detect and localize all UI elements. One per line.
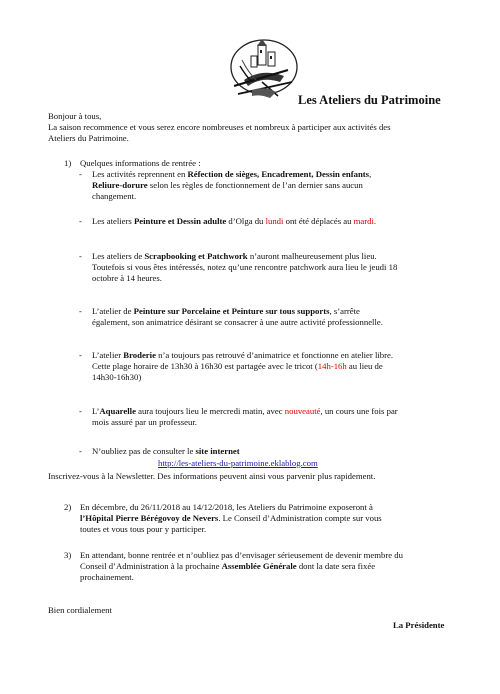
bullet-4-line-1: L’atelier de Peinture sur Porcelaine et Peinture sur tous supports, s’arrête — [92, 306, 360, 316]
newsletter-text: Inscrivez-vous à la Newsletter. Des informations peuvent ainsi vous parvenir plus rapidement. — [48, 471, 376, 481]
intro-line-2: Ateliers du Patrimoine. — [48, 133, 129, 143]
website-link[interactable]: http://les-ateliers-du-patrimoine.eklablog.com — [158, 458, 318, 468]
section-2-line-2: l’Hôpital Pierre Bérégovoy de Nevers. Le Conseil d’Administration compte sur vous — [80, 513, 382, 523]
bullet-5-line-1: L’atelier Broderie n’a toujours pas retrouvé d’animatrice et fonctionne en atelier libre. — [92, 350, 394, 360]
bullet-1-line-1: Les activités reprennent en Réfection de sièges, Encadrement, Dessin enfants, — [92, 169, 372, 179]
bullet-dash: - — [79, 169, 82, 179]
bullet-5-line-3: 14h30-16h30) — [92, 372, 142, 382]
logo-castle-quill-icon — [222, 36, 302, 104]
section-2-number: 2) — [64, 502, 72, 512]
section-3-line-2: Conseil d’Administration à la prochaine Assemblée Générale dont la date sera fixée — [80, 561, 376, 571]
bullet-dash: - — [79, 216, 82, 226]
section-2-line-1: En décembre, du 26/11/2018 au 14/12/2018, les Ateliers du Patrimoine exposeront à — [80, 502, 373, 512]
bullet-dash: - — [79, 306, 82, 316]
bullet-dash: - — [79, 406, 82, 416]
closing: Bien cordialement — [48, 605, 112, 615]
bullet-2-line-1: Les ateliers Peinture et Dessin adulte d’Olga du lundi ont été déplacés au mardi. — [92, 216, 377, 226]
intro-line-1: La saison recommence et vous serez encore nombreuses et nombreux à participer aux activités des — [48, 122, 391, 132]
bullet-dash: - — [79, 446, 82, 456]
section-1-title: Quelques informations de rentrée : — [80, 158, 201, 168]
brand-title: Les Ateliers du Patrimoine — [298, 93, 441, 107]
bullet-3-line-1: Les ateliers de Scrapbooking et Patchwork n’auront malheureusement plus lieu. — [92, 251, 377, 261]
bullet-6-line-2: mois assuré par un professeur. — [92, 417, 197, 427]
bullet-dash: - — [79, 251, 82, 261]
bullet-3-line-3: octobre à 14 heures. — [92, 273, 162, 283]
greeting: Bonjour à tous, — [48, 111, 102, 121]
bullet-dash: - — [79, 350, 82, 360]
bullet-1-line-2: Reliure-dorure selon les règles de fonctionnement de l’an dernier sans aucun — [92, 180, 363, 190]
section-1-number: 1) — [64, 158, 72, 168]
section-3-number: 3) — [64, 550, 72, 560]
section-3-line-3: prochainement. — [80, 572, 134, 582]
section-3-line-1: En attendant, bonne rentrée et n’oubliez pas d’envisager sérieusement de devenir membre du — [80, 550, 403, 560]
bullet-4-line-2: également, son animatrice désirant se consacrer à une autre activité professionnelle. — [92, 317, 383, 327]
bullet-6-line-1: L’Aquarelle aura toujours lieu le mercredi matin, avec nouveauté, un cours une fois par — [92, 406, 398, 416]
bullet-3-line-2: Toutefois si vous êtes intéressés, notez qu’une rencontre patchwork aura lieu le jeudi 18 — [92, 262, 398, 272]
signature: La Présidente — [393, 620, 445, 630]
section-2-line-3: toutes et vous tous pour y participer. — [80, 524, 207, 534]
bullet-7-line-1: N’oubliez pas de consulter le site internet — [92, 446, 240, 456]
bullet-5-line-2: Cette plage horaire de 13h30 à 16h30 est partagée avec le tricot (14h-16h au lieu de — [92, 361, 383, 371]
bullet-1-line-3: changement. — [92, 191, 137, 201]
